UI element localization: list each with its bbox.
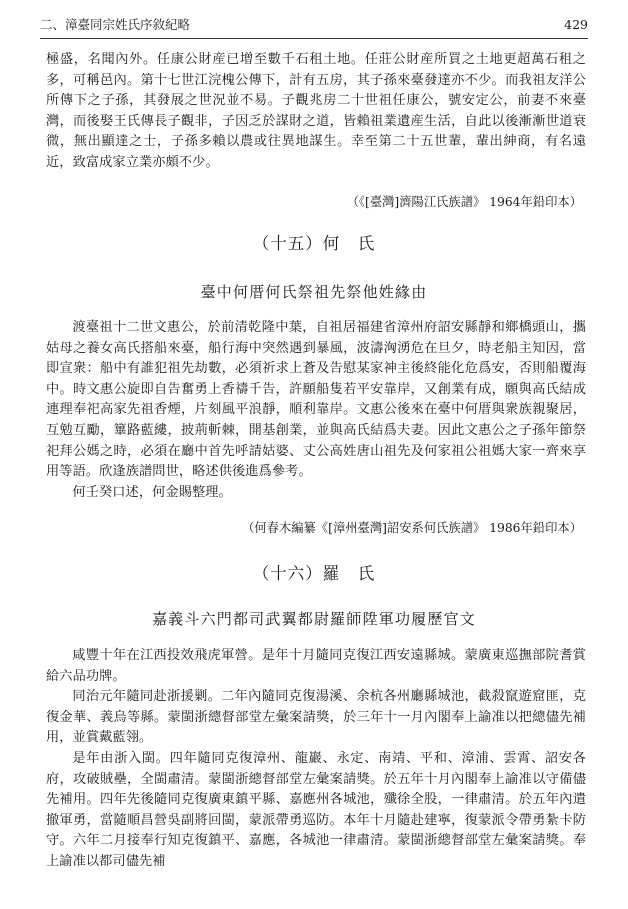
section16-paragraph: 咸豐十年在江西投效飛虎軍營。是年十月隨同克復江西安遠縣城。蒙廣東巡撫部院耆賞給六品功牌。 — [46, 648, 586, 684]
running-head-title: 二、漳臺同宗姓氏序敘紀略 — [40, 17, 191, 32]
section16-body — [46, 646, 586, 873]
section15-source-citation: （何春木編纂《[漳州臺灣]詔安系何氏族譜》 1986年鉛印本） — [242, 521, 582, 535]
section-heading-he: （十五）何 氏 — [252, 234, 376, 253]
intro-paragraph: 極盛，名聞內外。任康公財産已增至數千石租土地。任莊公財産所買之土地更超萬石租之多，可稱邑內。第十七世江浣槐公傳下，計有五房，其子孫來臺發達亦不少。而我祖友洋公所傳下之子孫，其發展之世況並不易。子觀兆房二十世祖任康公，號安定公，前妻不來臺灣，而後娶王氏傳長子觀非，子因乏於謀財之道，皆賴祖業遺産生活，自此以後漸漸世道衰微，無出顯達之士，子孫多賴以農或往異地謀生。幸至第二十五世輩，輩出紳商，有名遠近，致富成家立業亦頗不少。 — [46, 52, 586, 170]
intro-block — [46, 50, 586, 174]
section15-body — [46, 318, 586, 503]
section16-paragraph: 是年由浙入閩。四年隨同克復漳州、龍巖、永定、南靖、平和、漳浦、雲霄、詔安各府，攻破賊壘，全閩肅清。蒙閩浙總督部堂左彙案請獎。於五年十月內閣奉上諭准以守備儘先補用。四年先後隨同克復廣東鎮平縣、嘉應州各城池，殲徐全股，一律肅清。於五年內遣撤軍勇，當隨順昌營吳副將回閩，蒙派帶勇巡防。本年十月隨赴建寧，復蒙派令帶勇紮卡防守。六年二月接奉行知克復鎮平、嘉應，各城池一律肅清。蒙閩浙總督部堂左彙案請獎。奉上諭准以都司儘先補 — [46, 750, 586, 869]
section16-paragraph: 同治元年隨同赴浙援剿。二年內隨同克復湯溪、余杭各州廳縣城池，截殺竄遊窟匪，克復金華、義烏等縣。蒙閩浙總督部堂左彙案請獎，於三年十一月內閣奉上諭准以把總儘先補用，並賞戴藍翎。 — [46, 689, 586, 746]
subheading-luo: 嘉義斗六門都司武翼都尉羅師陞軍功履歷官文 — [151, 610, 476, 628]
section-heading-luo: （十六）羅 氏 — [252, 564, 376, 583]
page-number: 429 — [564, 17, 588, 32]
section15-paragraph-1: 渡臺祖十二世文惠公，於前清乾隆中葉，自祖居福建省漳州府詔安縣靜和鄉橋頭山，攜姑母之養女高氏搭船來臺，船行海中突然遇到暴風，波濤洶湧危在旦夕，時老船主知因，當即宣衆：船中有誰犯祖先劫數，必須祈求上蒼及告慰某家神主後終能化危爲安，否則船覆海中。時文惠公旋即自告奮勇上香禱千告，許願船隻若平安靠岸，又創業有成，願與高氏結成連理奉祀高家先祖香煙，片刻風平浪靜，順利靠岸。文惠公後來在臺中何厝與衆族親聚居，互勉互勵，篳路藍縷，披荊斬棘，開基創業，並與高氏結爲夫妻。因此文惠公之子孫年節祭祀拜公媽之時，必須在廳中首先呼請姑婆、丈公高姓唐山祖先及何家祖公祖媽大家一齊來享用等語。欣逢族譜問世，略述供後進爲參考。 — [46, 320, 586, 480]
running-head — [40, 14, 588, 39]
section15-paragraph-2: 何壬癸口述，何金賜整理。 — [72, 484, 232, 500]
subheading-he: 臺中何厝何氏祭祖先祭他姓緣由 — [200, 283, 428, 301]
intro-source-citation: （《[臺灣]濟陽江氏族譜》 1964年鉛印本） — [346, 195, 582, 209]
